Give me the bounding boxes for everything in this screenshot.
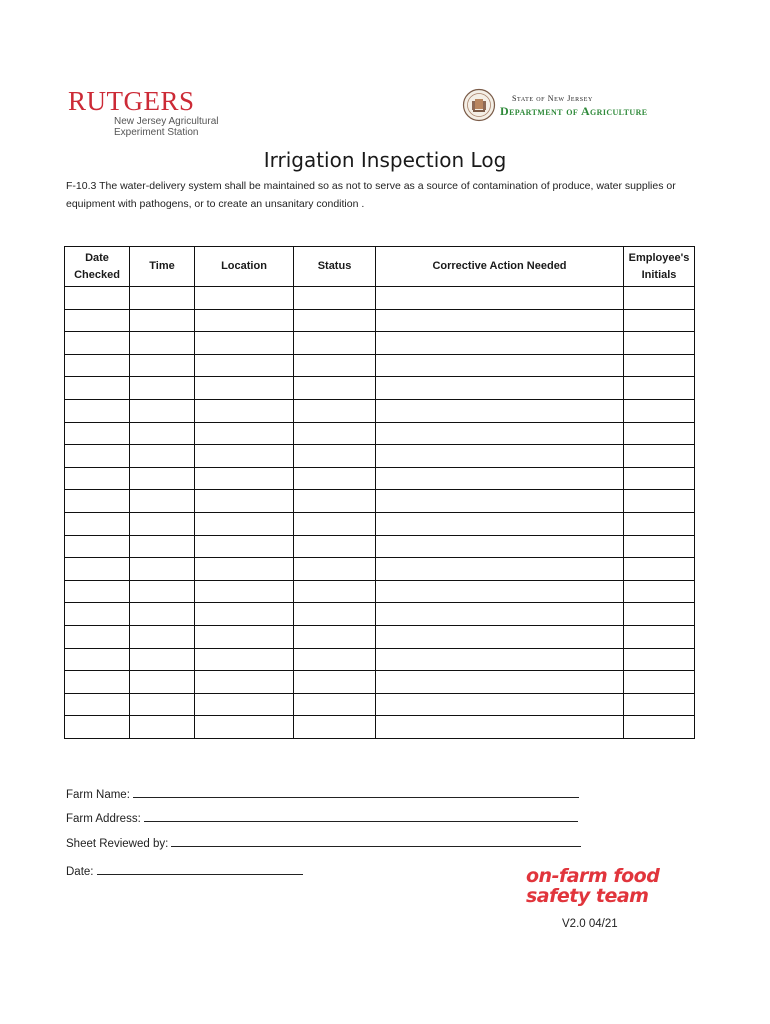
status-cell[interactable] [294,287,376,310]
location-cell[interactable] [195,332,294,355]
time-cell[interactable] [130,354,195,377]
rutgers-subtitle [114,116,234,138]
column-header-time: Time [130,247,195,287]
corrective-action-cell[interactable] [376,490,624,513]
employee-initials-cell[interactable] [624,512,695,535]
employee-initials-cell[interactable] [624,671,695,694]
corrective-action-cell[interactable] [376,716,624,739]
status-cell[interactable] [294,558,376,581]
farm-address-line[interactable] [144,809,578,822]
status-cell[interactable] [294,354,376,377]
date-checked-cell[interactable] [65,671,130,694]
table-row [65,354,695,377]
time-cell[interactable] [130,467,195,490]
column-header-location: Location [195,247,294,287]
location-cell[interactable] [195,399,294,422]
employee-initials-cell[interactable] [624,716,695,739]
column-header-line: Employee's [628,251,690,264]
table-header-row [65,247,695,287]
location-cell[interactable] [195,671,294,694]
rutgers-wordmark: RUTGERS [68,86,195,116]
location-cell[interactable] [195,603,294,626]
time-cell[interactable] [130,399,195,422]
nj-agriculture-logo [462,88,692,124]
status-cell[interactable] [294,445,376,468]
date-checked-cell[interactable] [65,377,130,400]
time-cell[interactable] [130,422,195,445]
status-cell[interactable] [294,580,376,603]
column-header-employee-initials [624,247,695,287]
table-row [65,648,695,671]
rutgers-subtitle-line-2: Experiment Station [114,127,199,138]
time-cell[interactable] [130,535,195,558]
date-checked-cell[interactable] [65,693,130,716]
table-row [65,467,695,490]
employee-initials-cell[interactable] [624,354,695,377]
date-checked-cell[interactable] [65,445,130,468]
location-cell[interactable] [195,490,294,513]
date-checked-cell[interactable] [65,399,130,422]
date-checked-cell[interactable] [65,580,130,603]
status-cell[interactable] [294,625,376,648]
date-checked-cell[interactable] [65,309,130,332]
time-cell[interactable] [130,625,195,648]
table-row [65,535,695,558]
table-row [65,332,695,355]
table-row [65,309,695,332]
time-cell[interactable] [130,716,195,739]
table-row [65,693,695,716]
regulation-description: F-10.3 The water-delivery system shall be maintained so as not to serve as a source of contamination of produce, water supplies or equipment with pathogens, or to create an unsanitary condition . [66,180,676,210]
corrective-action-cell[interactable] [376,558,624,581]
table-row [65,671,695,694]
date-checked-cell[interactable] [65,625,130,648]
rutgers-subtitle-line-1: New Jersey Agricultural [114,116,219,127]
location-cell[interactable] [195,558,294,581]
corrective-action-cell[interactable] [376,287,624,310]
location-cell[interactable] [195,354,294,377]
employee-initials-cell[interactable] [624,445,695,468]
table-row [65,490,695,513]
corrective-action-cell[interactable] [376,422,624,445]
date-checked-cell[interactable] [65,354,130,377]
date-checked-cell[interactable] [65,422,130,445]
date-checked-cell[interactable] [65,287,130,310]
employee-initials-cell[interactable] [624,490,695,513]
location-cell[interactable] [195,287,294,310]
corrective-action-cell[interactable] [376,399,624,422]
employee-initials-cell[interactable] [624,399,695,422]
time-cell[interactable] [130,490,195,513]
table-row [65,377,695,400]
corrective-action-cell[interactable] [376,693,624,716]
date-checked-cell[interactable] [65,648,130,671]
employee-initials-cell[interactable] [624,377,695,400]
employee-initials-cell[interactable] [624,332,695,355]
corrective-action-cell[interactable] [376,671,624,694]
employee-initials-cell[interactable] [624,625,695,648]
status-cell[interactable] [294,693,376,716]
date-checked-cell[interactable] [65,603,130,626]
time-cell[interactable] [130,512,195,535]
table-row [65,287,695,310]
time-cell[interactable] [130,648,195,671]
date-checked-cell[interactable] [65,716,130,739]
date-checked-cell[interactable] [65,512,130,535]
farm-address-label: Farm Address: [66,813,141,825]
date-label: Date: [66,866,94,878]
table-row [65,422,695,445]
column-header-corrective-action: Corrective Action Needed [376,247,624,287]
rutgers-logo [66,84,224,146]
table-row [65,580,695,603]
employee-initials-cell[interactable] [624,309,695,332]
location-cell[interactable] [195,467,294,490]
column-header-line: Checked [74,268,120,281]
time-cell[interactable] [130,603,195,626]
location-cell[interactable] [195,625,294,648]
column-header-date-checked [65,247,130,287]
table-row [65,716,695,739]
employee-initials-cell[interactable] [624,603,695,626]
date-checked-cell[interactable] [65,558,130,581]
location-cell[interactable] [195,535,294,558]
status-cell[interactable] [294,399,376,422]
status-cell[interactable] [294,309,376,332]
corrective-action-cell[interactable] [376,512,624,535]
time-cell[interactable] [130,693,195,716]
location-cell[interactable] [195,648,294,671]
table-row [65,512,695,535]
column-header-line: Initials [641,268,677,281]
date-checked-cell[interactable] [65,490,130,513]
table-body [65,287,695,739]
status-cell[interactable] [294,512,376,535]
corrective-action-cell[interactable] [376,309,624,332]
farm-name-line[interactable] [133,785,579,798]
employee-initials-cell[interactable] [624,467,695,490]
time-cell[interactable] [130,445,195,468]
location-cell[interactable] [195,377,294,400]
date-checked-cell[interactable] [65,332,130,355]
time-cell[interactable] [130,332,195,355]
location-cell[interactable] [195,580,294,603]
date-checked-cell[interactable] [65,467,130,490]
status-cell[interactable] [294,422,376,445]
time-cell[interactable] [130,580,195,603]
table-row [65,625,695,648]
time-cell[interactable] [130,671,195,694]
location-cell[interactable] [195,422,294,445]
table-row [65,603,695,626]
sheet-reviewed-label: Sheet Reviewed by: [66,838,169,850]
nj-seal-icon [462,88,496,122]
version-label: V2.0 04/21 [562,918,618,930]
location-cell[interactable] [195,445,294,468]
farm-name-label: Farm Name: [66,789,130,801]
status-cell[interactable] [294,377,376,400]
status-cell[interactable] [294,603,376,626]
ofst-logo-line-1: on-farm food [526,865,660,887]
sheet-reviewed-line[interactable] [171,834,581,847]
time-cell[interactable] [130,287,195,310]
nj-state-label: State of New Jersey [512,94,593,103]
column-header-line: Date [85,251,109,264]
time-cell[interactable] [130,377,195,400]
column-header-status: Status [294,247,376,287]
nj-department-label: Department of Agriculture [500,104,648,118]
employee-initials-cell[interactable] [624,693,695,716]
employee-initials-cell[interactable] [624,648,695,671]
date-field[interactable] [66,862,303,878]
corrective-action-cell[interactable] [376,354,624,377]
ofst-logo-line-2: safety team [526,885,649,907]
status-cell[interactable] [294,648,376,671]
status-cell[interactable] [294,332,376,355]
corrective-action-cell[interactable] [376,445,624,468]
status-cell[interactable] [294,716,376,739]
date-checked-cell[interactable] [65,535,130,558]
farm-address-field[interactable] [66,809,578,825]
location-cell[interactable] [195,309,294,332]
corrective-action-cell[interactable] [376,580,624,603]
date-line[interactable] [97,862,303,875]
location-cell[interactable] [195,693,294,716]
location-cell[interactable] [195,512,294,535]
corrective-action-cell[interactable] [376,467,624,490]
status-cell[interactable] [294,535,376,558]
table-row [65,558,695,581]
employee-initials-cell[interactable] [624,422,695,445]
table-row [65,399,695,422]
corrective-action-cell[interactable] [376,603,624,626]
status-cell[interactable] [294,467,376,490]
corrective-action-cell[interactable] [376,535,624,558]
employee-initials-cell[interactable] [624,558,695,581]
corrective-action-cell[interactable] [376,332,624,355]
time-cell[interactable] [130,309,195,332]
sheet-reviewed-field[interactable] [66,834,581,850]
time-cell[interactable] [130,558,195,581]
employee-initials-cell[interactable] [624,535,695,558]
employee-initials-cell[interactable] [624,287,695,310]
table-row [65,445,695,468]
corrective-action-cell[interactable] [376,377,624,400]
employee-initials-cell[interactable] [624,580,695,603]
location-cell[interactable] [195,716,294,739]
corrective-action-cell[interactable] [376,648,624,671]
page-title: Irrigation Inspection Log [263,148,507,172]
status-cell[interactable] [294,671,376,694]
inspection-log-table [64,246,695,739]
farm-name-field[interactable] [66,785,579,801]
on-farm-food-safety-logo [526,866,666,906]
corrective-action-cell[interactable] [376,625,624,648]
status-cell[interactable] [294,490,376,513]
